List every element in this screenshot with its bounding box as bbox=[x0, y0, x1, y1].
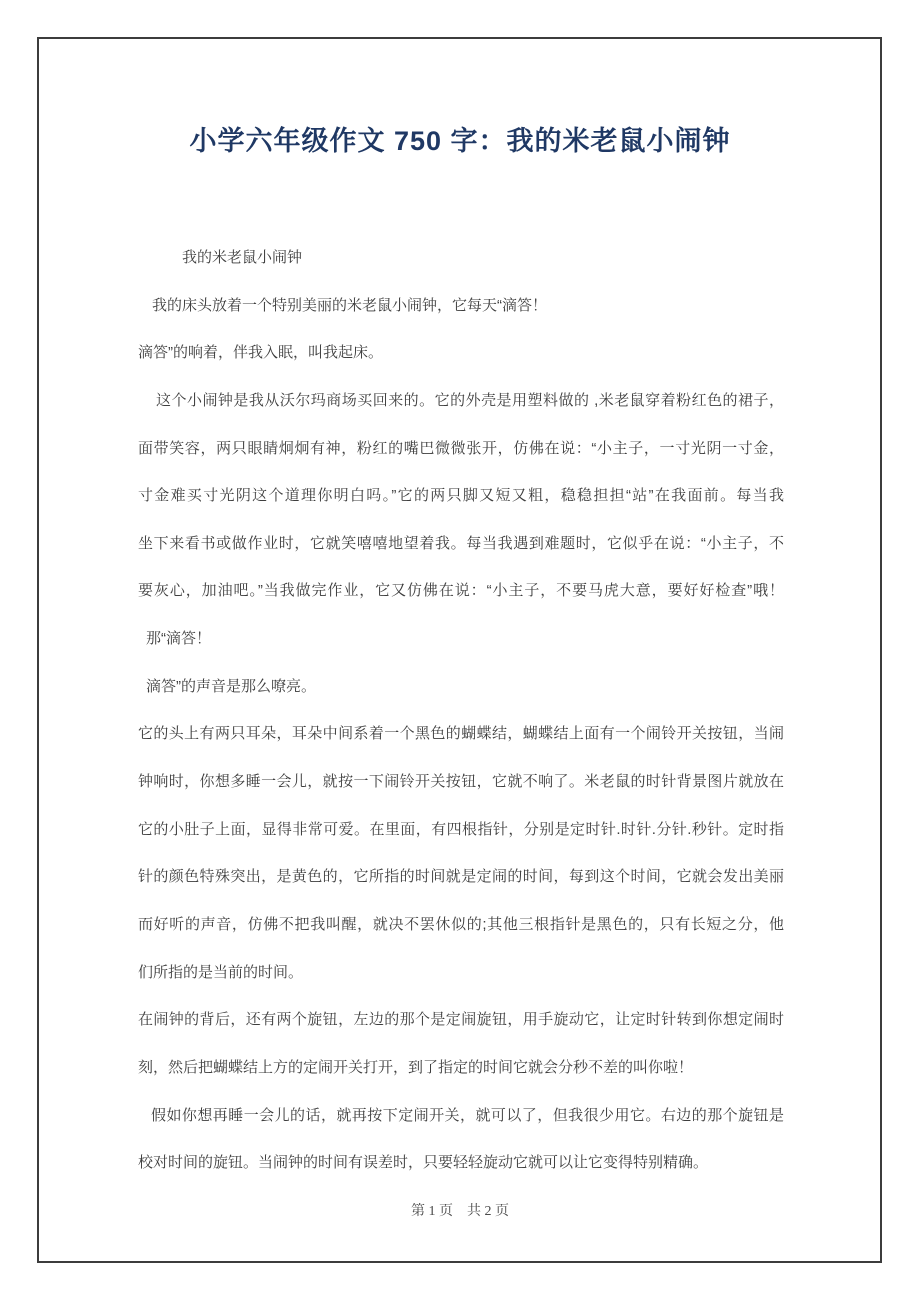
text-line: 我的米老鼠小闹钟 bbox=[182, 249, 303, 266]
page-number-label: 第 1 页 共 2 页 bbox=[411, 1204, 509, 1219]
page-footer bbox=[40, 1200, 880, 1220]
text-line: 针的颜色特殊突出，是黄色的，它所指的时间就是定闹的时间，每到这个时间，它就会发出美丽 bbox=[138, 868, 784, 886]
text-line: 这个小闹钟是我从沃尔玛商场买回来的。它的外壳是用塑料做的 ,米老鼠穿着粉红色的裙子， bbox=[156, 391, 784, 409]
text-line: 而好听的声音，仿佛不把我叫醒，就决不罢休似的;其他三根指针是黑色的，只有长短之分，他 bbox=[138, 915, 784, 933]
document-body bbox=[138, 234, 784, 1187]
text-line: 面带笑容，两只眼睛炯炯有神，粉红的嘴巴微微张开，仿佛在说：“小主子，一寸光阴一寸金， bbox=[138, 439, 784, 457]
text-line: 那“滴答！ bbox=[146, 630, 211, 648]
text-line: 在闹钟的背后，还有两个旋钮，左边的那个是定闹旋钮，用手旋动它，让定时针转到你想定闹时 bbox=[138, 1011, 784, 1029]
text-line: 寸金难买寸光阴这个道理你明白吗。”它的两只脚又短又粗，稳稳担担“站”在我面前。每当我 bbox=[138, 487, 784, 505]
text-line: 滴答”的声音是那么嘹亮。 bbox=[146, 677, 316, 695]
text-line: 们所指的是当前的时间。 bbox=[138, 963, 304, 981]
text-line: 坐下来看书或做作业时，它就笑嘻嘻地望着我。每当我遇到难题时，它似乎在说：“小主子，不 bbox=[138, 534, 784, 552]
document-title: 小学六年级作文 750 字：我的米老鼠小闹钟 bbox=[189, 126, 731, 156]
text-line: 要灰心，加油吧。”当我做完作业，它又仿佛在说：“小主子，不要马虎大意，要好好检查”哦！ bbox=[138, 582, 784, 600]
text-line: 我的床头放着一个特别美丽的米老鼠小闹钟，它每天“滴答！ bbox=[152, 296, 547, 314]
text-line: 滴答”的响着，伴我入眠，叫我起床。 bbox=[138, 344, 383, 362]
text-line: 校对时间的旋钮。当闹钟的时间有误差时，只要轻轻旋动它就可以让它变得特别精确。 bbox=[138, 1154, 709, 1172]
text-line: 它的小肚子上面，显得非常可爱。在里面，有四根指针，分别是定时针.时针.分针.秒针。定时指 bbox=[138, 820, 784, 838]
text-line: 钟响时，你想多睡一会儿，就按一下闹铃开关按钮，它就不响了。米老鼠的时针背景图片就放在 bbox=[138, 773, 784, 791]
text-line: 假如你想再睡一会儿的话，就再按下定闹开关，就可以了，但我很少用它。右边的那个旋钮是 bbox=[151, 1106, 784, 1124]
text-line: 刻，然后把蝴蝶结上方的定闹开关打开，到了指定的时间它就会分秒不差的叫你啦！ bbox=[138, 1058, 694, 1076]
text-line: 它的头上有两只耳朵，耳朵中间系着一个黑色的蝴蝶结，蝴蝶结上面有一个闹铃开关按钮，当闹 bbox=[138, 725, 784, 743]
